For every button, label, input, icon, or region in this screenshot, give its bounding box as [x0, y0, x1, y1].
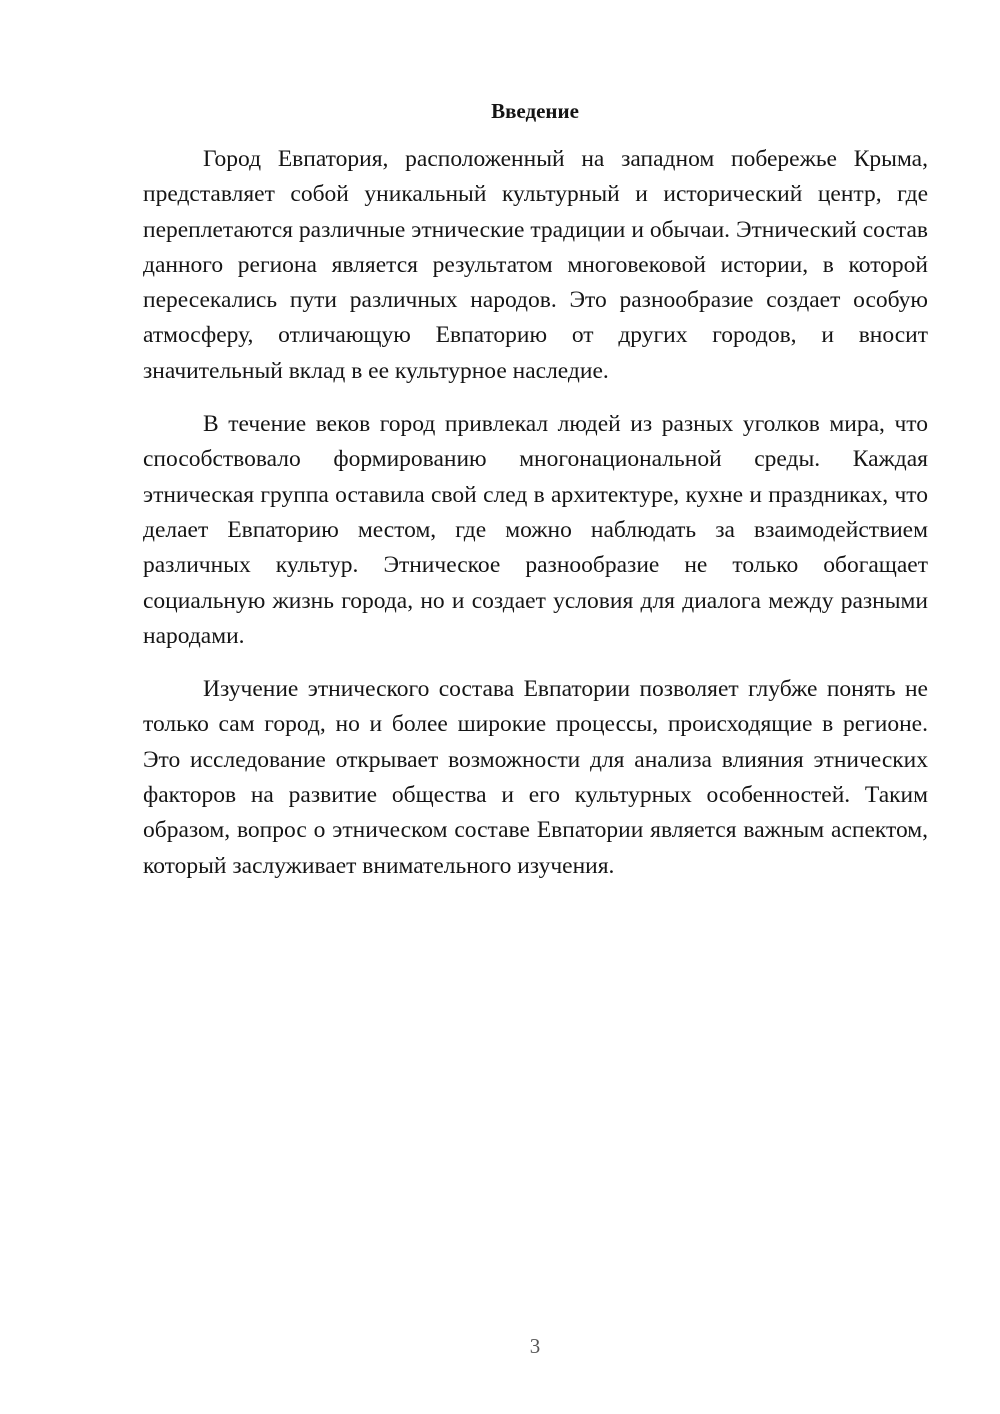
section-title: Введение [491, 99, 579, 123]
body-text [143, 142, 928, 902]
paragraph-3: Изучение этнического состава Евпатории позволяет глубже понять не только сам город, но и более широкие процессы, происходящие в регионе. Это исследование открывает возможности для анализа влияния этнических факторов на развитие общества и его культурных особенностей. Таким образом, вопрос о этническом составе Евпатории является важным аспектом, который заслуживает внимательного изучения. [143, 676, 928, 879]
paragraph-1: Город Евпатория, расположенный на западном побережье Крыма, представляет собой уникальный культурный и исторический центр, где переплетаются различные этнические традиции и обычаи. Этнический состав данного региона является результатом многовековой истории, в которой пересекались пути различных народов. Это разнообразие создает особую атмосферу, отличающую Евпаторию от других городов, и вносит значительный вклад в ее культурное наследие. [143, 146, 928, 384]
paragraph-2: В течение веков город привлекал людей из разных уголков мира, что способствовало формированию многонациональной среды. Каждая этническая группа оставила свой след в архитектуре, кухне и праздниках, что делает Евпаторию местом, где можно наблюдать за взаимодействием различных культур. Этническое разнообразие не только обогащает социальную жизнь города, но и создает условия для диалога между разными народами. [143, 411, 928, 649]
page-number: 3 [529, 1334, 541, 1358]
